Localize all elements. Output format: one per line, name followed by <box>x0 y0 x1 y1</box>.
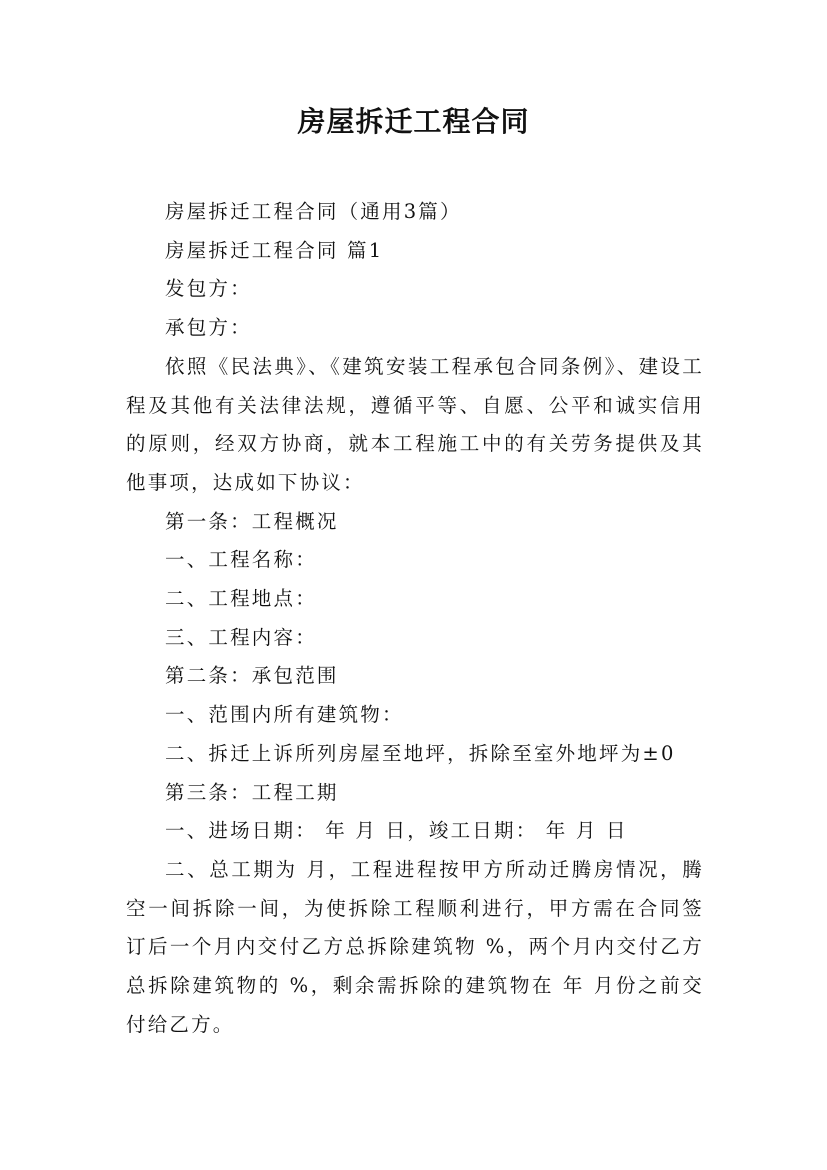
paragraph-article-2: 第二条：承包范围 <box>165 664 339 688</box>
paragraph-employer: 发包方： <box>165 277 252 301</box>
paragraph-project-content: 三、工程内容： <box>165 625 317 649</box>
paragraph-duration: 二、总工期为 月，工程进程按甲方所动迁腾房情况，腾空一间拆除一间，为使拆除工程顺利进行，甲方需在合同签订后一个月内交付乙方总拆除建筑物 %，两个月内交付乙方总拆除建筑物的 %，剩余需拆除的建筑物在 年 月份之前交付给乙方。 <box>126 857 704 1036</box>
paragraph-scope-buildings: 一、范围内所有建筑物： <box>165 703 404 727</box>
document-body <box>126 193 704 1044</box>
document-title: 房屋拆迁工程合同 <box>297 105 530 138</box>
paragraph-project-name: 一、工程名称： <box>165 548 317 572</box>
paragraph-project-location: 二、工程地点： <box>165 587 317 611</box>
paragraph-scope-demolition: 二、拆迁上诉所列房屋至地坪，拆除至室外地坪为±0 <box>165 741 676 765</box>
paragraph-article-3: 第三条：工程工期 <box>165 780 339 804</box>
paragraph-section-heading: 房屋拆迁工程合同 篇1 <box>165 238 384 262</box>
paragraph-contractor: 承包方： <box>165 316 252 340</box>
paragraph-article-1: 第一条：工程概况 <box>165 509 339 533</box>
paragraph-preamble: 依照《民法典》、《建筑安装工程承包合同条例》、建设工程及其他有关法律法规，遵循平等、自愿、公平和诚实信用的原则，经双方协商，就本工程施工中的有关劳务提供及其他事项，达成如下协议： <box>126 354 704 494</box>
paragraph-dates: 一、进场日期： 年 月 日，竣工日期： 年 月 日 <box>165 819 628 843</box>
paragraph-subtitle: 房屋拆迁工程合同（通用3篇） <box>165 200 462 223</box>
